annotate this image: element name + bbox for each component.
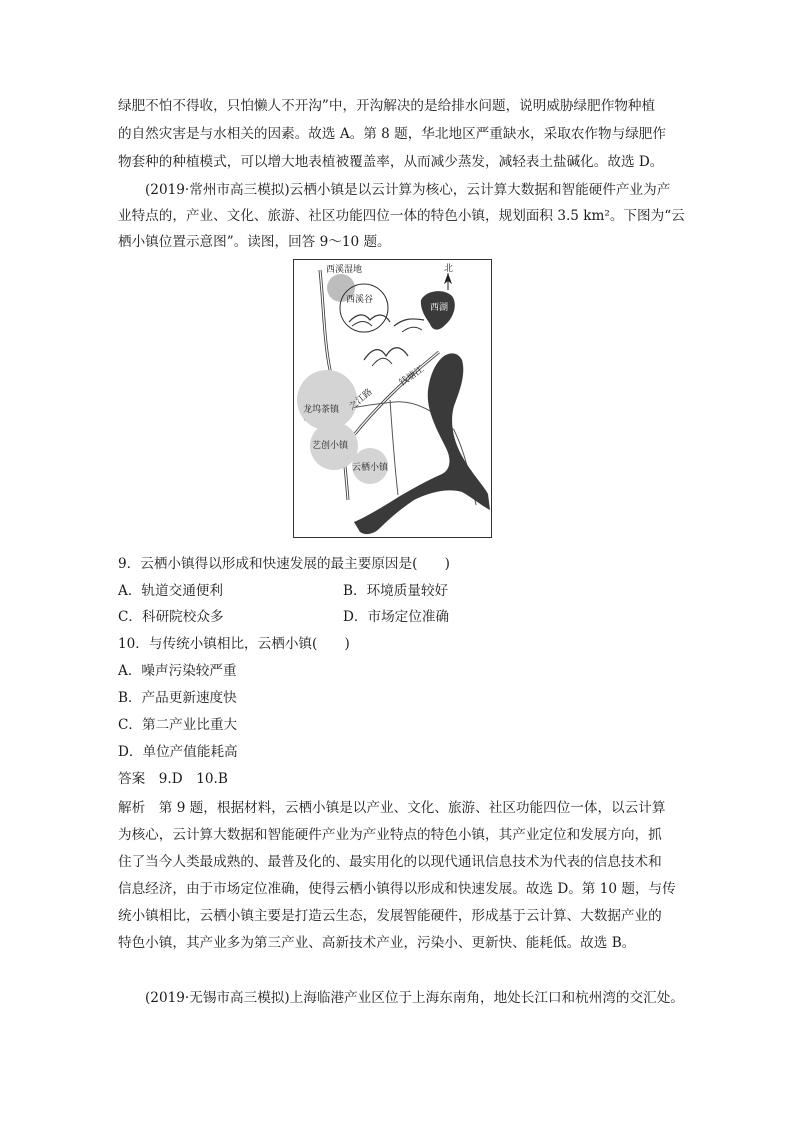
q10-option-a: A．噪声污染较严重 bbox=[118, 663, 237, 679]
analysis-line-5: 统小镇相比，云栖小镇主要是打造云生态，发展智能硬件，形成基于云计算、大数据产业的 bbox=[118, 908, 662, 924]
q9-option-a: A．轨道交通便利 bbox=[118, 583, 223, 599]
label-north: 北 bbox=[444, 264, 454, 274]
label-qiantang-river: 钱塘江 bbox=[397, 364, 426, 389]
yunqi-location-map bbox=[293, 259, 492, 538]
passage-line-2: 的自然灾害是与水相关的因素。故选 A。第 8 题，华北地区严重缺水，采取农作物与绿肥作 bbox=[118, 126, 666, 142]
analysis-line-6: 特色小镇，其产业多为第三产业、高新技术产业，污染小、更新快、能耗低。故选 B。 bbox=[118, 935, 636, 951]
passage-line-1: 绿肥不怕不得收，只怕懒人不开沟”中，开沟解决的是给排水问题，说明威胁绿肥作物种植 bbox=[118, 98, 656, 114]
label-yunqi: 云栖小镇 bbox=[352, 463, 389, 473]
label-xixi-valley: 西溪谷 bbox=[346, 295, 374, 305]
passage-line-3: 物套种的种植模式，可以增大地表植被覆盖率，从而减少蒸发，减轻表土盐碱化。故选 D。 bbox=[118, 154, 664, 170]
intro-line-2: 业特点的，产业、文化、旅游、社区功能四位一体的特色小镇，规划面积 3.5 km²。下图为“云 bbox=[118, 208, 685, 224]
q9-stem: 9．云栖小镇得以形成和快速发展的最主要原因是( ) bbox=[118, 556, 450, 572]
analysis-line-4: 信息经济，由于市场定位准确，使得云栖小镇得以形成和快速发展。故选 D。第 10 题，与传 bbox=[118, 881, 676, 897]
q10-option-c: C．第二产业比重大 bbox=[118, 717, 238, 733]
q9-option-b: B．环境质量较好 bbox=[343, 583, 449, 599]
longjing-circle bbox=[297, 370, 357, 430]
analysis-line-2: 为核心，云计算大数据和智能硬件产业为产业特点的特色小镇，其产业定位和发展方向，抓 bbox=[118, 827, 662, 843]
intro-line-3: 栖小镇位置示意图”。读图，回答 9～10 题。 bbox=[118, 234, 391, 250]
label-longjing: 龙坞茶镇 bbox=[303, 405, 340, 415]
q9-option-c: C．科研院校众多 bbox=[118, 609, 224, 625]
q9-option-d: D．市场定位准确 bbox=[343, 609, 450, 625]
q10-option-d: D．单位产值能耗高 bbox=[118, 744, 238, 760]
xixi-valley-circle bbox=[340, 284, 388, 332]
label-west-lake: 西湖 bbox=[430, 303, 449, 313]
intro-line-1: (2019·常州市高三模拟)云栖小镇是以云计算为核心，云计算大数据和智能硬件产业为产 bbox=[145, 182, 671, 198]
label-yichuang: 艺创小镇 bbox=[312, 441, 349, 451]
answer-line: 答案 9.D 10.B bbox=[118, 771, 228, 787]
qiantang-river bbox=[354, 353, 490, 534]
label-xixi-wetland: 西溪湿地 bbox=[326, 265, 363, 275]
analysis-line-3: 住了当今人类最成熟的、最普及化的、最实用化的以现代通讯信息技术为代表的信息技术和 bbox=[118, 854, 662, 870]
analysis-line-1: 解析 第 9 题，根据材料，云栖小镇是以产业、文化、旅游、社区功能四位一体，以云计算 bbox=[118, 800, 666, 816]
label-zhijiang-road: 之江路 bbox=[347, 387, 375, 413]
q10-option-b: B．产品更新速度快 bbox=[118, 690, 237, 706]
q10-stem: 10．与传统小镇相比，云栖小镇( ) bbox=[118, 636, 350, 652]
next-intro-line: (2019·无锡市高三模拟)上海临港产业区位于上海东南角，地处长江口和杭州湾的交汇处。 bbox=[145, 990, 684, 1006]
